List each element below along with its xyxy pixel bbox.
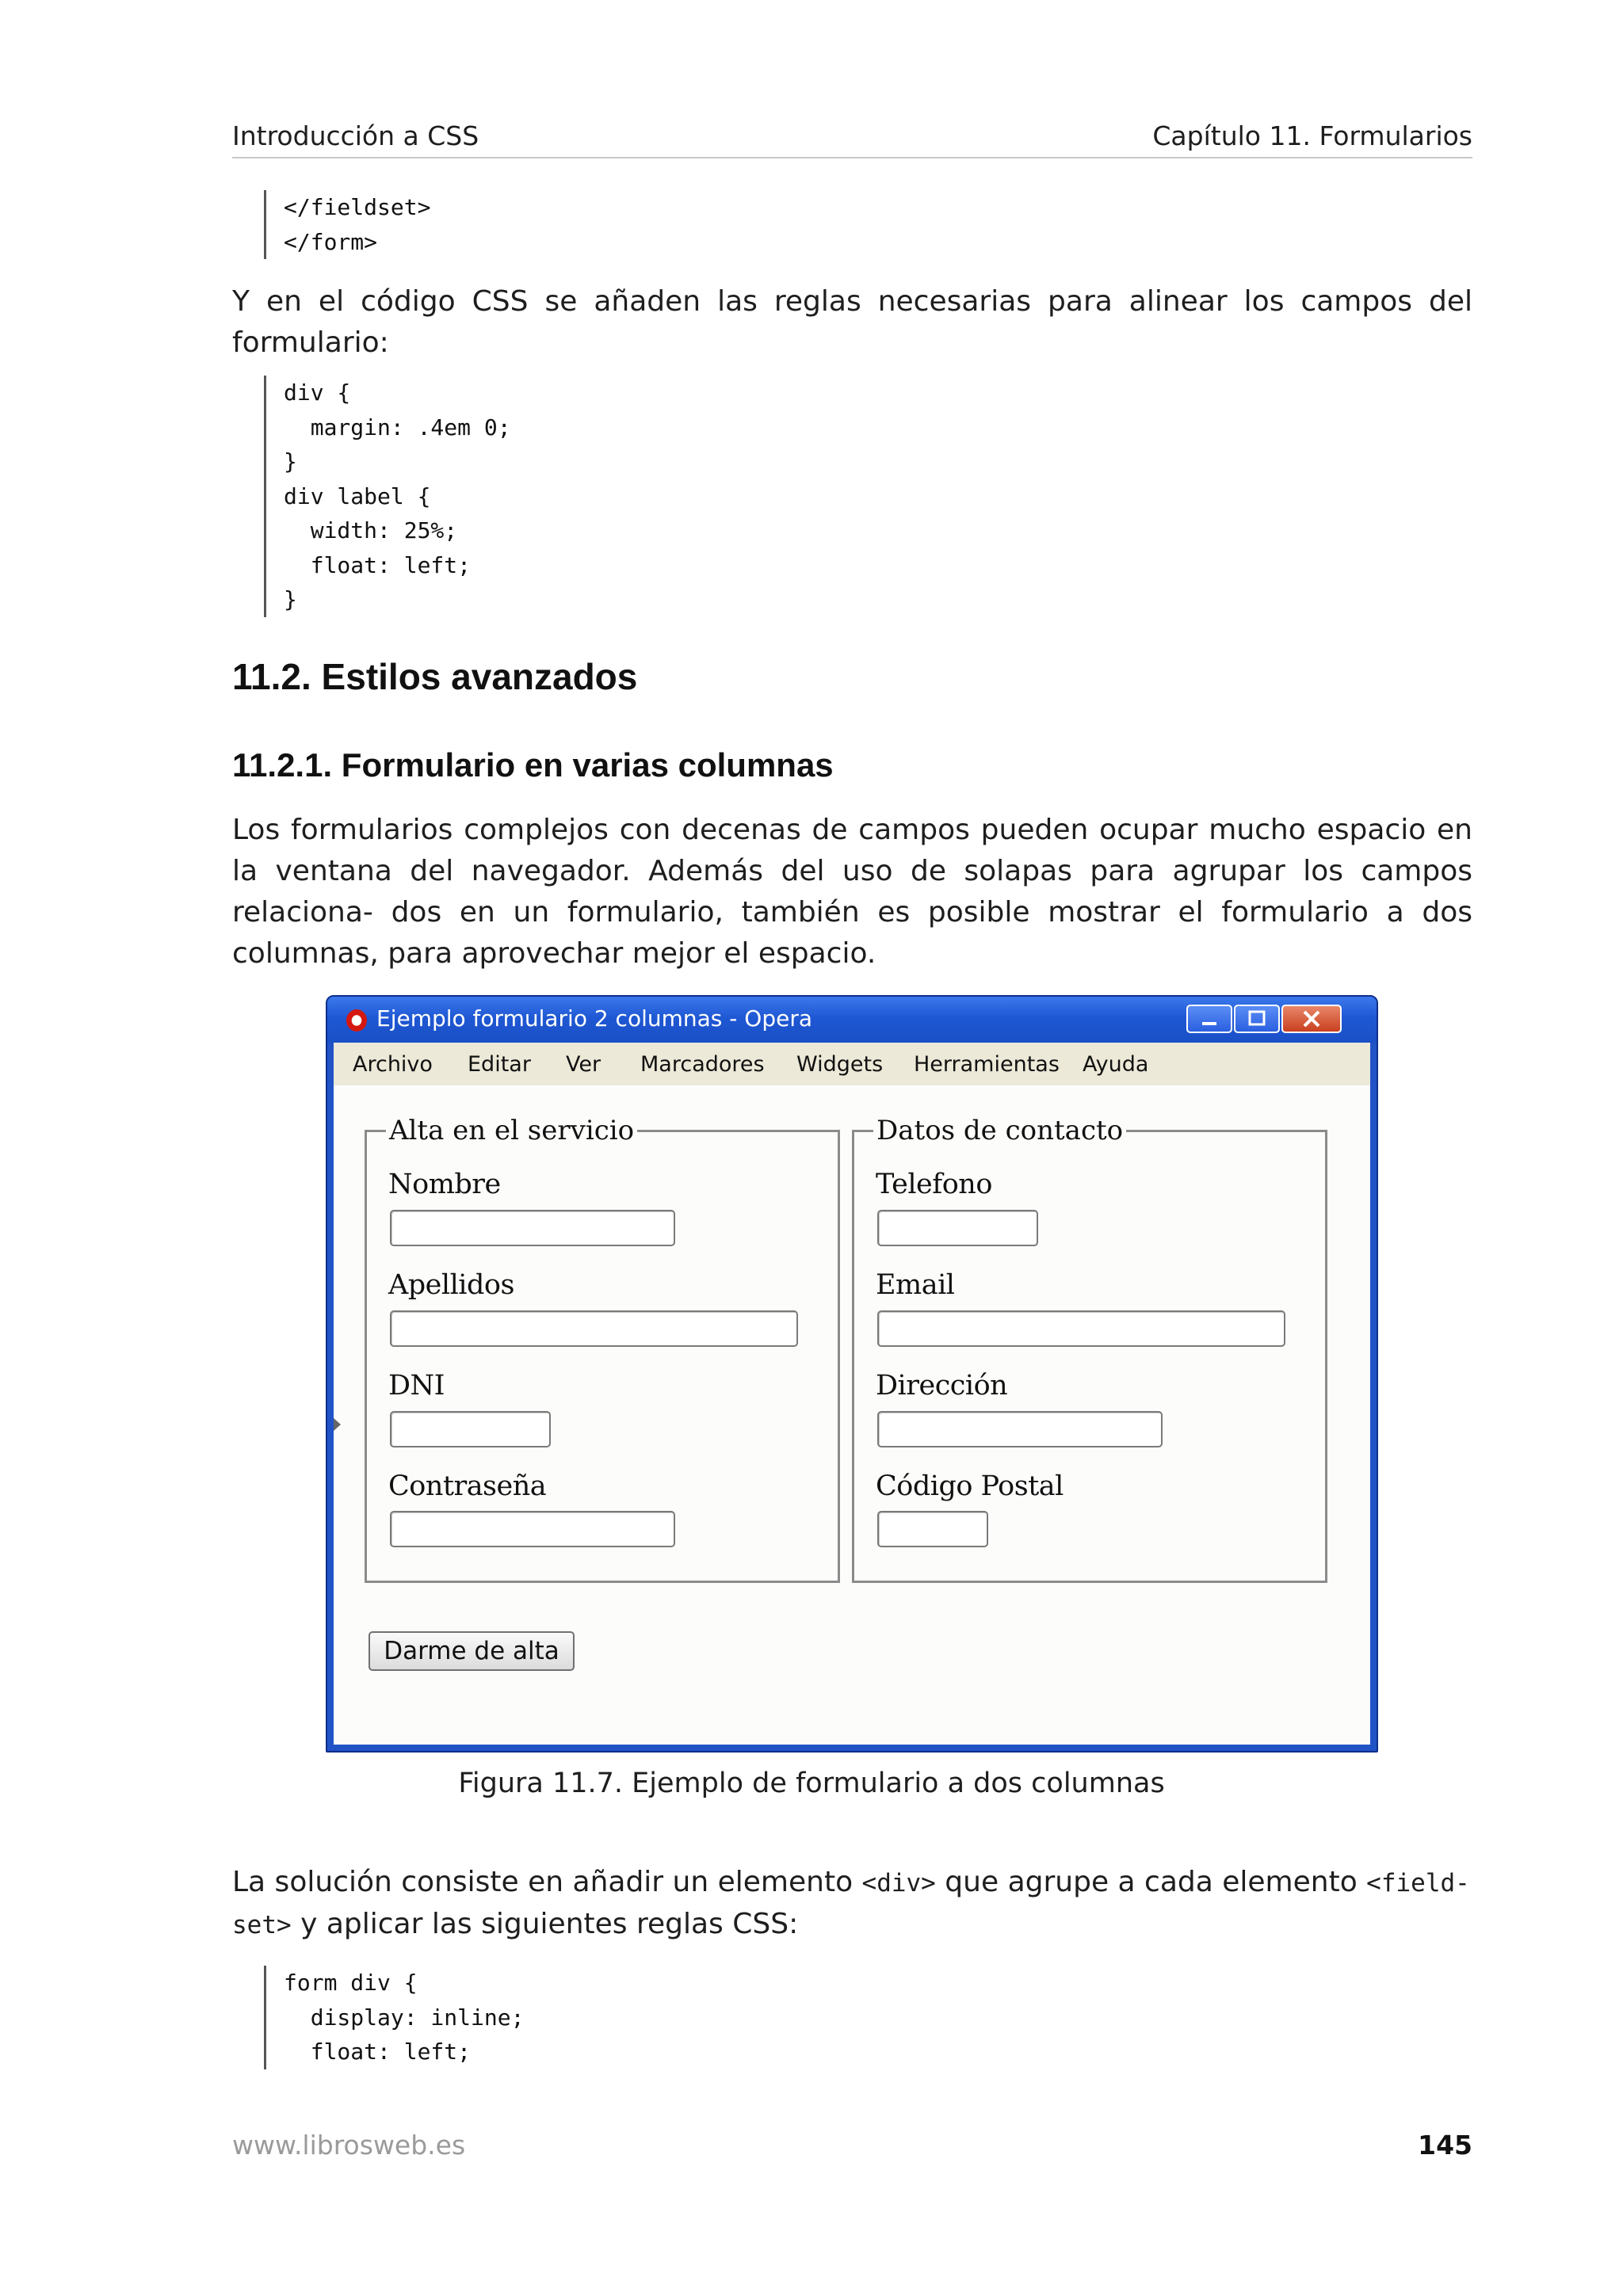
code-line: float: left; [284, 551, 472, 578]
subsection-heading: 11.2.1. Formulario en varias columnas [232, 746, 834, 784]
label-email: Email [876, 1269, 955, 1301]
code-line: width: 25%; [284, 517, 458, 543]
menu-item-herramientas[interactable]: Herramientas [914, 1052, 1060, 1077]
page-number: 145 [1418, 2130, 1472, 2161]
label-apellidos: Apellidos [388, 1269, 514, 1301]
code-line: display: inline; [284, 2004, 525, 2031]
code-line: div label { [284, 482, 431, 509]
opera-logo-icon [346, 1009, 367, 1032]
paragraph-solution [232, 1862, 1472, 1946]
contrasena-input[interactable] [390, 1511, 675, 1547]
menu-item-widgets[interactable]: Widgets [796, 1052, 884, 1077]
section-heading: 11.2. Estilos avanzados [232, 656, 638, 697]
code-line: float: left; [284, 2039, 472, 2065]
menu-item-ayuda[interactable]: Ayuda [1083, 1052, 1149, 1077]
label-codigo-postal: Código Postal [876, 1470, 1064, 1502]
maximize-button[interactable] [1234, 1005, 1280, 1033]
nombre-input[interactable] [390, 1210, 675, 1246]
menu-item-archivo[interactable]: Archivo [353, 1052, 433, 1077]
minimize-button[interactable] [1186, 1005, 1232, 1033]
minimize-icon [1188, 1006, 1231, 1032]
code-line: } [284, 586, 297, 612]
fieldset-legend: Datos de contacto [873, 1115, 1126, 1146]
header-chapter-title: Capítulo 11. Formularios [1152, 120, 1472, 151]
code-line: div { [284, 379, 351, 406]
code-line: </fieldset> [284, 194, 431, 220]
telefono-input[interactable] [877, 1210, 1038, 1246]
paragraph-css-rules-intro: Y en el código CSS se añaden las reglas necesarias para alinear los campos del formulario: [232, 285, 1472, 359]
menu-item-marcadores[interactable]: Marcadores [640, 1052, 765, 1077]
email-input[interactable] [877, 1310, 1285, 1347]
window-titlebar [327, 997, 1377, 1043]
label-direccion: Dirección [876, 1370, 1008, 1402]
code-line: form div { [284, 1970, 418, 1996]
label-dni: DNI [388, 1370, 445, 1402]
code-block-fieldset-close [264, 190, 430, 259]
maximize-icon [1235, 1006, 1278, 1032]
footer-website: www.librosweb.es [232, 2130, 466, 2161]
inline-code-div: <div> [861, 1869, 936, 1897]
apellidos-input[interactable] [390, 1310, 798, 1347]
figure-caption: Figura 11.7. Ejemplo de formulario a dos columnas [458, 1768, 1165, 1799]
label-nombre: Nombre [388, 1169, 501, 1200]
paragraph-multicolumn-intro: Los formularios complejos con decenas de campos pueden ocupar mucho espacio en la ventana del navegador. Además del uso de solapas para agrupar los campos relaciona- dos en un formulario, también es posible mostrar el formulario a dos columnas, para aprovechar mejor el espacio. [232, 814, 1472, 970]
menu-bar [334, 1043, 1370, 1085]
code-block-form-div [264, 1966, 524, 2069]
header-book-title: Introducción a CSS [232, 120, 479, 151]
text-run: La solución consiste en añadir un elemento [232, 1866, 862, 1898]
close-icon [1283, 1006, 1340, 1032]
label-contrasena: Contraseña [388, 1470, 547, 1502]
fieldset-alta-servicio [365, 1115, 840, 1583]
close-button[interactable] [1281, 1005, 1342, 1033]
menu-item-editar[interactable]: Editar [468, 1052, 531, 1077]
direccion-input[interactable] [877, 1411, 1163, 1447]
browser-content [334, 1043, 1370, 1745]
page-header [232, 120, 1472, 158]
inline-code-fieldset: <field- [1366, 1869, 1470, 1897]
fieldset-datos-contacto [852, 1115, 1327, 1583]
code-line: margin: .4em 0; [284, 414, 511, 441]
window-title: Ejemplo formulario 2 columnas - Opera [376, 1005, 812, 1032]
code-line: </form> [284, 228, 378, 255]
figure-browser-window [326, 995, 1378, 1753]
code-line: } [284, 448, 297, 475]
fieldset-legend: Alta en el servicio [386, 1115, 637, 1146]
dni-input[interactable] [390, 1411, 551, 1447]
label-telefono: Telefono [876, 1169, 992, 1200]
text-run: que agrupe a cada elemento [935, 1866, 1367, 1898]
code-block-div-rules [264, 376, 511, 617]
inline-code-fieldset-cont: set> [232, 1911, 292, 1939]
text-run: y aplicar las siguientes reglas CSS: [291, 1908, 799, 1940]
menu-item-ver[interactable]: Ver [566, 1052, 601, 1077]
panel-toggle-arrow-icon[interactable] [334, 1418, 341, 1431]
codigo-postal-input[interactable] [877, 1511, 988, 1547]
darme-de-alta-button[interactable]: Darme de alta [369, 1631, 575, 1671]
